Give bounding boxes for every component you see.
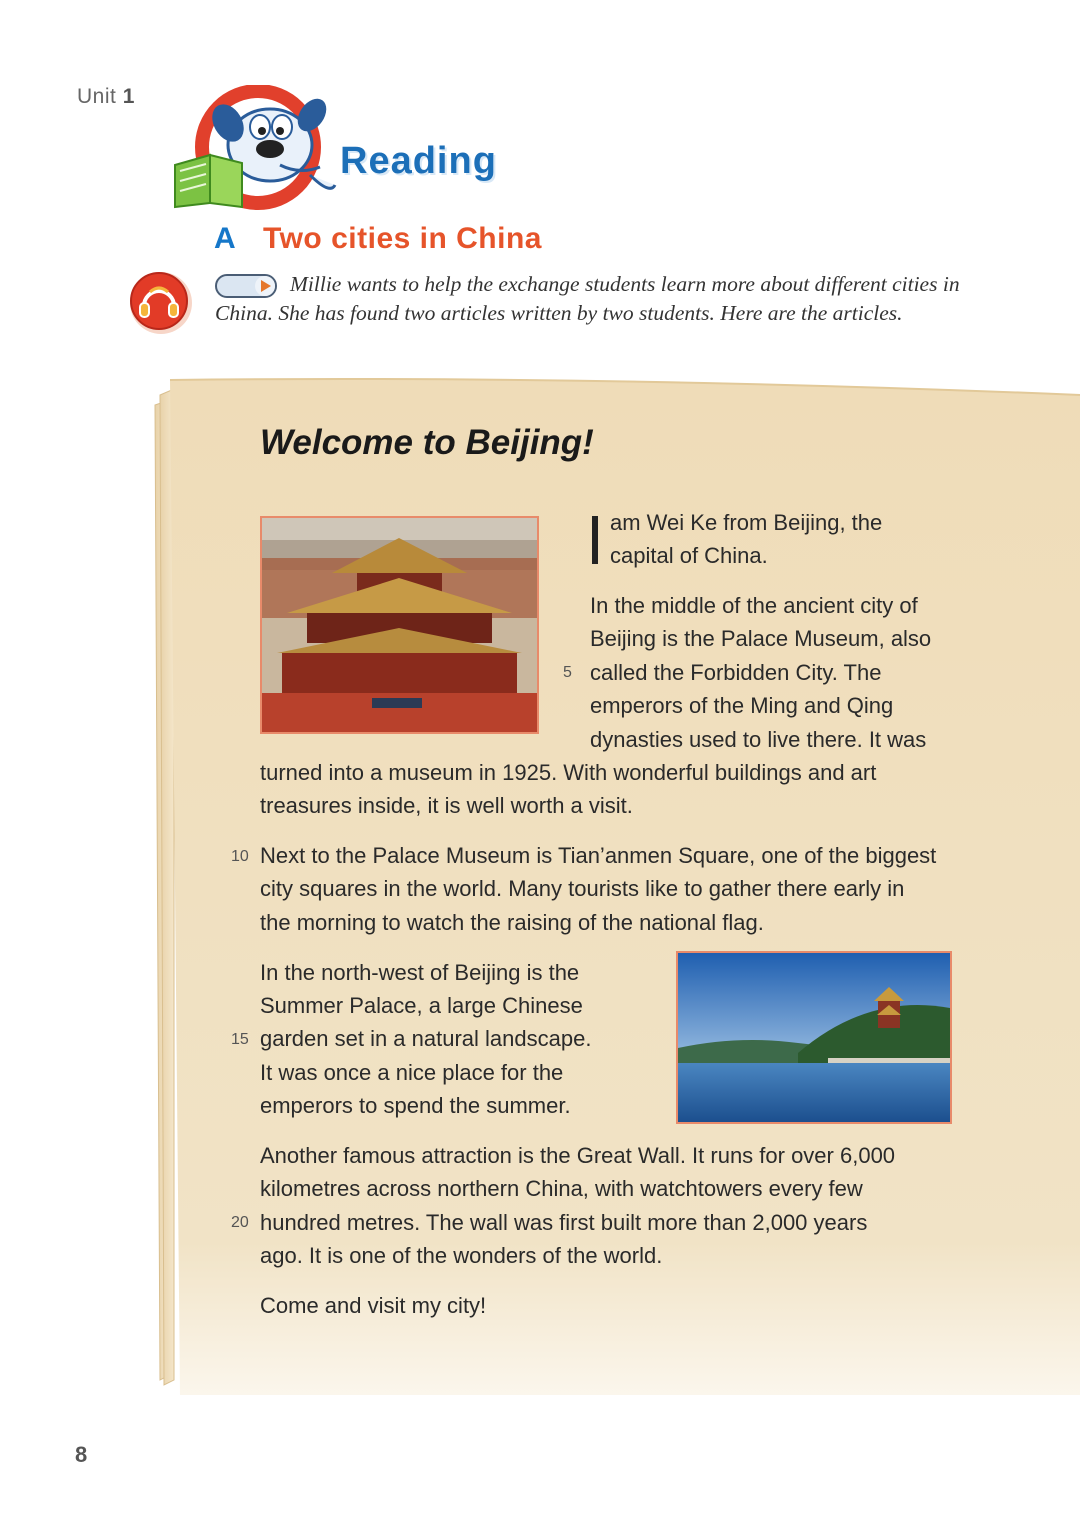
paragraph-5-line-3: hundred metres. The wall was first built more than 2,000 years: [260, 1210, 868, 1235]
paragraph-2-line-6: turned into a museum in 1925. With wonderful buildings and art: [260, 760, 877, 785]
page-number: 8: [75, 1442, 88, 1467]
part-title: Two cities in China: [263, 222, 542, 255]
paragraph-2-line-2: Beijing is the Palace Museum, also: [590, 626, 932, 651]
section-title: Reading: [340, 140, 497, 182]
line-number: 5: [563, 664, 572, 681]
article-title: Welcome to Beijing!: [260, 423, 594, 462]
paragraph-3-line-3: the morning to watch the raising of the national flag.: [260, 910, 764, 935]
paragraph-5-line-4: ago. It is one of the wonders of the world.: [260, 1243, 663, 1268]
paragraph-2-line-4: emperors of the Ming and Qing: [590, 693, 894, 718]
summer-palace-photo: [676, 951, 952, 1124]
line-number: 10: [231, 848, 249, 865]
paragraph-3-line-1: Next to the Palace Museum is Tian’anmen Square, one of the biggest: [260, 843, 937, 868]
listening-icon[interactable]: [128, 270, 194, 336]
paragraph-2-line-5: dynasties used to live there. It was: [590, 727, 927, 752]
paragraph-2-line-3: called the Forbidden City. The: [590, 660, 882, 685]
line-number: 20: [231, 1214, 249, 1231]
paragraph-4-line-5: emperors to spend the summer.: [260, 1093, 571, 1118]
paragraph-2-line-1: In the middle of the ancient city of: [590, 593, 918, 618]
paragraph-4-line-1: In the north-west of Beijing is the: [260, 960, 580, 985]
paragraph-4-line-2: Summer Palace, a large Chinese: [260, 993, 583, 1018]
paragraph-3-line-2: city squares in the world. Many tourists like to gather there early in: [260, 876, 905, 901]
paragraph-4-line-3: garden set in a natural landscape.: [260, 1026, 592, 1051]
paragraph-4-line-4: It was once a nice place for the: [260, 1060, 564, 1085]
paragraph-2-line-7: treasures inside, it is well worth a visit.: [260, 793, 633, 818]
paragraph-1-line-2: capital of China.: [610, 543, 768, 568]
line-number: 15: [231, 1031, 249, 1048]
intro-text: Millie wants to help the exchange students learn more about different cities in China. She has found two articles written by two students. Here are the articles.: [215, 272, 960, 325]
paragraph-5-line-1: Another famous attraction is the Great Wall. It runs for over 6,000: [260, 1143, 896, 1168]
unit-label: Unit 1: [77, 85, 135, 108]
closing-line: Come and visit my city!: [260, 1293, 487, 1318]
forbidden-city-photo: [260, 516, 539, 734]
dropcap-letter: [592, 516, 598, 564]
paragraph-1-line-1: am Wei Ke from Beijing, the: [610, 510, 883, 535]
part-letter: A: [214, 222, 236, 255]
paragraph-5-line-2: kilometres across northern China, with watchtowers every few: [260, 1176, 863, 1201]
